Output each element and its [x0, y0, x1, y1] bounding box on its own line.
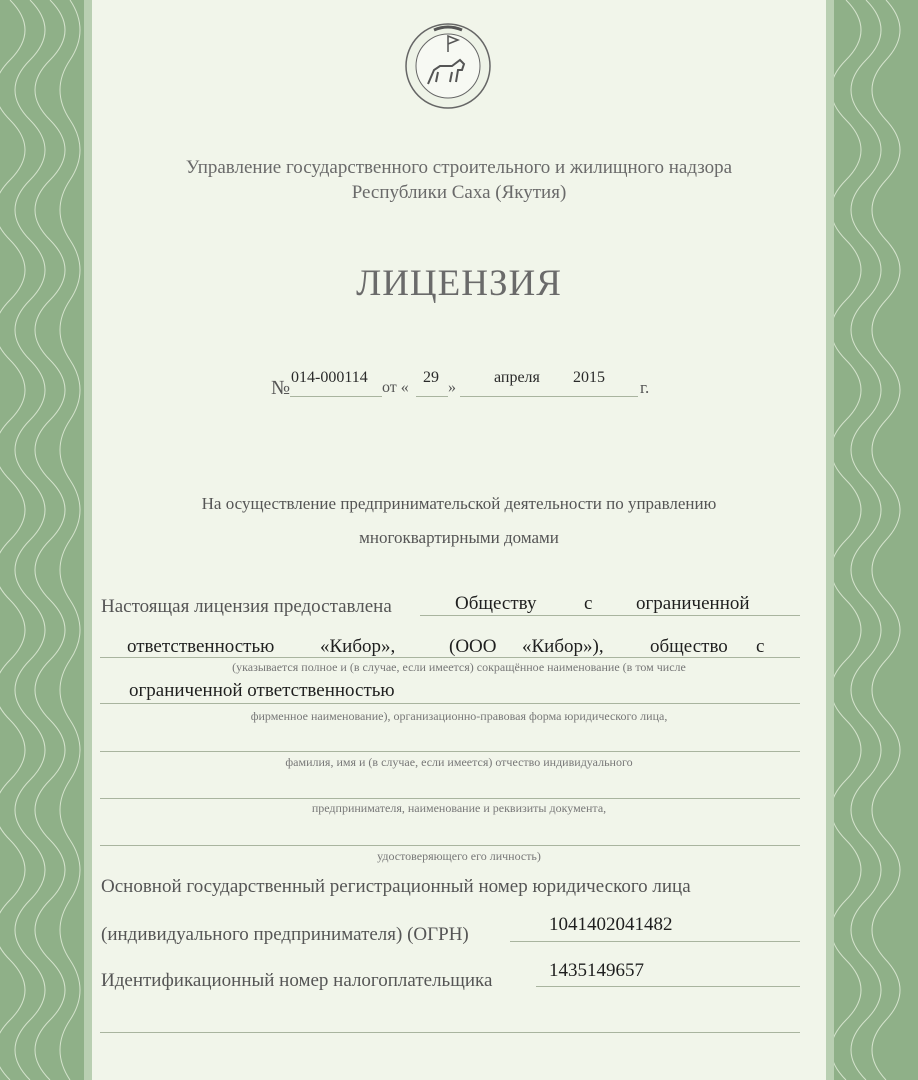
grantee-word: ответственностью: [127, 636, 275, 657]
grantee-underline-2: [100, 657, 800, 658]
grantee-underline-1: [420, 615, 800, 616]
grantee-underline-5: [100, 798, 800, 799]
date-underline: [460, 396, 638, 397]
blank-underline: [100, 1032, 800, 1033]
grantee-underline-4: [100, 751, 800, 752]
purpose-line1: На осуществление предпринимательской деятельности по управлению: [201, 494, 717, 513]
number-sign: №: [271, 377, 291, 399]
grantee-hint-5: удостоверяющего его личность): [377, 849, 541, 863]
ogrn-value: 1041402041482: [549, 914, 673, 935]
coat-of-arms-emblem: [404, 22, 492, 110]
ogrn-underline: [510, 941, 800, 942]
grantee-label: Настоящая лицензия предоставлена: [101, 596, 392, 617]
number-underline: [290, 396, 382, 397]
inn-value: 1435149657: [549, 960, 644, 981]
ogrn-label-line1: Основной государственный регистрационный номер юридического лица: [101, 876, 691, 897]
license-day: 29: [423, 369, 439, 386]
inn-underline: [536, 986, 800, 987]
grantee-word: с: [584, 593, 593, 614]
grantee-word: общество: [650, 636, 728, 657]
grantee-hint-4: предпринимателя, наименование и реквизиты документа,: [311, 801, 607, 815]
grantee-word: (ООО: [449, 636, 497, 657]
document-title: ЛИЦЕНЗИЯ: [356, 263, 562, 304]
license-number: 014-000114: [291, 369, 368, 386]
grantee-word: «Кибор»,: [320, 636, 396, 657]
grantee-hint-1: (указывается полное и (в случае, если имеется) сокращённое наименование (в том числе: [232, 660, 686, 674]
license-year: 2015: [573, 369, 605, 386]
inn-label: Идентификационный номер налогоплательщика: [101, 970, 493, 991]
issuing-authority-line1: Управление государственного строительного и жилищного надзора: [185, 157, 733, 178]
day-underline: [416, 396, 448, 397]
grantee-word: «Кибор»),: [522, 636, 604, 657]
grantee-underline-6: [100, 845, 800, 846]
grantee-value-line3: ограниченной ответственностью: [129, 680, 395, 701]
grantee-hint-3: фамилия, имя и (в случае, если имеется) отчество индивидуального: [285, 755, 633, 769]
year-suffix: г.: [640, 378, 650, 397]
purpose-line2: многоквартирными домами: [359, 528, 559, 547]
grantee-underline-3: [100, 703, 800, 704]
ogrn-label-line2: (индивидуального предпринимателя) (ОГРН): [101, 924, 469, 945]
date-from-label: от «: [382, 379, 409, 396]
license-month: апреля: [494, 369, 540, 386]
quote-close: »: [448, 379, 456, 396]
grantee-word: ограниченной: [636, 593, 750, 614]
issuing-authority-line2: Республики Саха (Якутия): [351, 182, 567, 203]
grantee-hint-2: фирменное наименование), организационно-правовая форма юридического лица,: [250, 709, 668, 723]
grantee-word: с: [756, 636, 765, 657]
grantee-word: Обществу: [455, 593, 537, 614]
